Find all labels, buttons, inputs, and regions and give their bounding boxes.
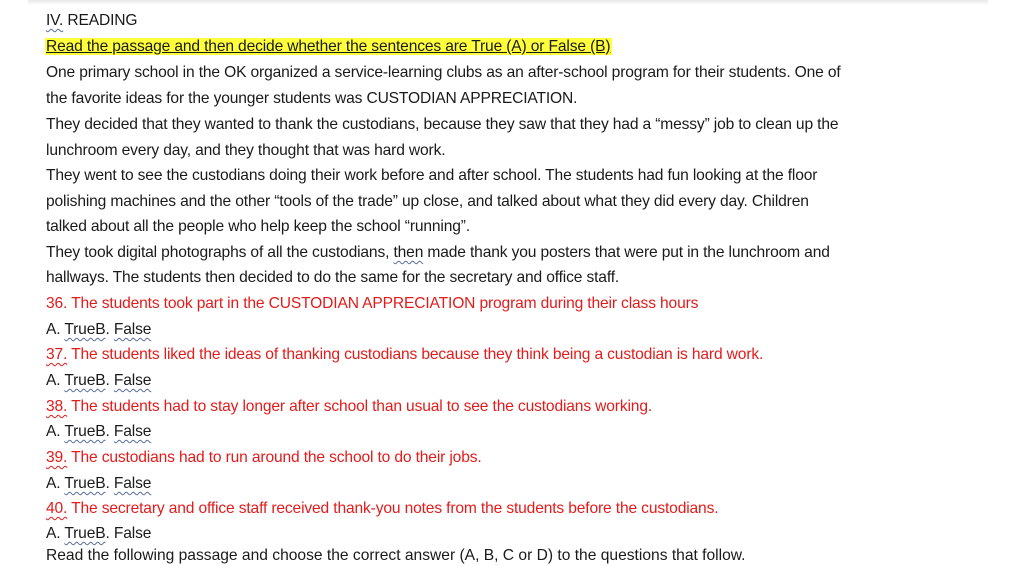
- question-number: 38.: [46, 398, 68, 415]
- question-36: [46, 294, 698, 314]
- option-b-prefix: .: [105, 372, 114, 389]
- option-a-prefix: A.: [46, 321, 65, 338]
- option-a-word: TrueB: [64, 321, 106, 338]
- passage-line: hallways. The students then decided to do the same for the secretary and office staff.: [46, 269, 620, 286]
- option-a-prefix: A.: [46, 423, 65, 440]
- answer-options-38: [46, 422, 151, 442]
- section-title: READING: [67, 12, 138, 29]
- question-40: [46, 499, 718, 519]
- passage-line: One primary school in the OK organized a service-learning clubs as an after-school program for their students. One of: [46, 64, 841, 81]
- option-a-prefix: A.: [46, 525, 65, 542]
- answer-options-36: [46, 320, 151, 340]
- instruction-line: [46, 37, 612, 57]
- question-text: The students had to stay longer after school than usual to see the custodians working.: [67, 398, 653, 415]
- answer-options-37: [46, 371, 151, 391]
- section-heading: [46, 11, 137, 31]
- question-38: [46, 397, 652, 417]
- passage-line: They went to see the custodians doing their work before and after school. The students had fun looking at the floor: [46, 167, 818, 184]
- passage-line: lunchroom every day, and they thought that was hard work.: [46, 142, 446, 159]
- question-number: 36.: [46, 295, 68, 312]
- option-b-word: False: [113, 525, 152, 542]
- passage-text: They took digital photographs of all the custodians,: [46, 244, 394, 261]
- section-roman: IV.: [46, 12, 64, 29]
- passage-line: talked about all the people who help keep the school “running”.: [46, 218, 471, 235]
- option-a-prefix: A.: [46, 475, 65, 492]
- passage-line: They decided that they wanted to thank the custodians, because they saw that they had a “messy” job to clean up the: [46, 116, 839, 133]
- question-text: The students took part in the CUSTODIAN APPRECIATION program during their class hours: [67, 295, 699, 312]
- passage-text: made thank you posters that were put in the lunchroom and: [423, 244, 830, 261]
- option-a-word: TrueB: [64, 475, 106, 492]
- question-number: 37.: [46, 346, 68, 363]
- option-a-prefix: A.: [46, 372, 65, 389]
- option-b-word: False: [113, 423, 152, 440]
- top-edge-shadow: [28, 0, 988, 5]
- instruction-text: Read the passage and then decide whether the sentences are True (A) or False (B): [46, 38, 611, 55]
- option-a-word: TrueB: [64, 525, 106, 542]
- option-b-prefix: .: [105, 423, 114, 440]
- question-39: [46, 448, 482, 468]
- option-b-word: False: [113, 372, 152, 389]
- option-b-prefix: .: [105, 525, 114, 542]
- question-37: [46, 345, 763, 365]
- question-number: 39.: [46, 449, 68, 466]
- option-b-word: False: [113, 321, 152, 338]
- passage-line: the favorite ideas for the younger students was CUSTODIAN APPRECIATION.: [46, 90, 578, 107]
- answer-options-39: [46, 474, 151, 494]
- passage-text-flagged: then: [393, 244, 424, 261]
- passage-line: polishing machines and the other “tools of the trade” up close, and talked about what they did every day. Children: [46, 193, 809, 210]
- question-text: The students liked the ideas of thanking custodians because they think being a custodian is hard work.: [67, 346, 764, 363]
- passage-line: [46, 243, 830, 263]
- option-b-word: False: [113, 475, 152, 492]
- option-b-prefix: .: [105, 321, 114, 338]
- next-section-fragment: Read the following passage and choose the correct answer (A, B, C or D) to the questions that follow.: [46, 547, 746, 564]
- option-a-word: TrueB: [64, 423, 106, 440]
- answer-options-40: [46, 524, 151, 544]
- option-a-word: TrueB: [64, 372, 106, 389]
- question-number: 40.: [46, 500, 68, 517]
- question-text: The custodians had to run around the school to do their jobs.: [67, 449, 482, 466]
- question-text: The secretary and office staff received thank-you notes from the students before the custodians.: [67, 500, 719, 517]
- option-b-prefix: .: [105, 475, 114, 492]
